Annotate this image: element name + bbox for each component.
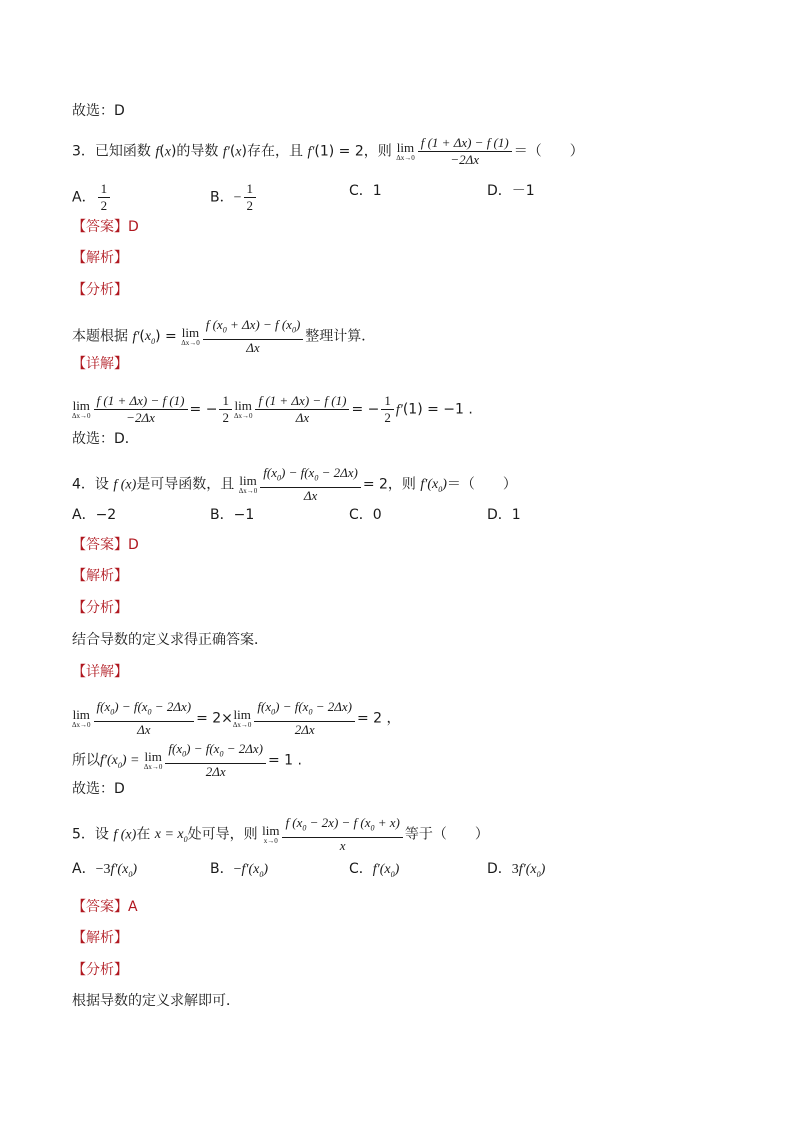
q4-detail-label: 【详解】 xyxy=(72,664,128,680)
q5-stem: 5．设 f (x)在 $x = x_0$处可导，则 lim x→0 $\frac{f (x_0 - 2x) - f (x_0 + x)}{x}$ 等于（ ） xyxy=(72,815,489,853)
q3-fenxi-text: 本题根据 $f'(x_0)$ = lim Δx→0 $\frac{f (x_0 + \Delta x) - f (x_0)}{\Delta x}$ 整理计算． xyxy=(72,317,376,355)
q3-option-d[interactable]: D．－1 xyxy=(487,183,535,199)
q3-conclusion: 故选：D． xyxy=(72,431,139,447)
q3-detail-formula: lim Δx→0 $\frac{f (1 + \Delta x) - f (1)}{-2\Delta x}$ = − $\frac{1}{2}$ lim Δx→0 $\frac{f (1 + \Delta x) - f (1)}{\Delta x}$ = − $\frac{1}{2}$ f′(1) = −1 . xyxy=(72,393,473,425)
q4-fenxi-label: 【分析】 xyxy=(72,600,128,616)
q4-option-d[interactable]: D．1 xyxy=(487,507,521,523)
q4-conclusion: 故选：D xyxy=(72,781,125,797)
q4-answer: 【答案】D xyxy=(72,537,139,553)
q4-option-c[interactable]: C．0 xyxy=(349,507,382,523)
q3-option-c[interactable]: C．1 xyxy=(349,183,382,199)
q4-fenxi-text: 结合导数的定义求得正确答案． xyxy=(72,632,268,648)
q4-stem: 4．设 f (x)是可导函数，且 lim Δx→0 $\frac{f(x_0) - f(x_0 - 2\Delta x)}{\Delta x}$ = 2，则 $f'(x_0)=$（ ） xyxy=(72,465,517,503)
q2-conclusion: 故选：D xyxy=(72,103,125,119)
q3-fenxi-label: 【分析】 xyxy=(72,282,128,298)
q4-detail-formula: lim Δx→0 $\frac{f(x_0) - f(x_0 - 2\Delta x)}{\Delta x}$ = 2× lim Δx→0 $\frac{f(x_0) - f(x_0 - 2\Delta x)}{2\Delta x}$ = 2 ， xyxy=(72,699,401,737)
q3-analysis-label: 【解析】 xyxy=(72,250,128,266)
q5-fenxi-label: 【分析】 xyxy=(72,962,128,978)
q5-option-b[interactable]: B．$-f'(x_0)$ xyxy=(210,861,269,879)
q5-option-d[interactable]: D．$3f'(x_0)$ xyxy=(487,861,546,879)
q5-option-c[interactable]: C．$f'(x_0)$ xyxy=(349,861,400,879)
q5-option-a[interactable]: A．$-3f'(x_0)$ xyxy=(72,861,137,879)
q4-option-a[interactable]: A．−2 xyxy=(72,507,117,523)
q4-option-b[interactable]: B．−1 xyxy=(210,507,255,523)
q3-option-b[interactable]: B．− $\frac{1}{2}$ xyxy=(210,181,258,214)
q5-analysis-label: 【解析】 xyxy=(72,930,128,946)
q5-answer: 【答案】A xyxy=(72,899,138,915)
q4-so-formula: 所以$f'(x_0)$ = lim Δx→0 $\frac{f(x_0) - f(x_0 - 2\Delta x)}{2\Delta x}$ = 1 . xyxy=(72,741,302,779)
q3-stem: 3．已知函数 f(x)的导数 f′(x)存在，且 f′(1) = 2，则 lim Δx→0 $\frac{f (1 + \Delta x) - f (1)}{-2\Delta x}$ ＝（ ） xyxy=(72,135,584,167)
q3-option-a[interactable]: A． $\frac{1}{2}$ xyxy=(72,181,112,214)
q3-number: 3． xyxy=(72,143,95,160)
q3-detail-label: 【详解】 xyxy=(72,356,128,372)
q4-analysis-label: 【解析】 xyxy=(72,568,128,584)
q5-fenxi-text: 根据导数的定义求解即可． xyxy=(72,993,240,1009)
q3-answer: 【答案】D xyxy=(72,219,139,235)
